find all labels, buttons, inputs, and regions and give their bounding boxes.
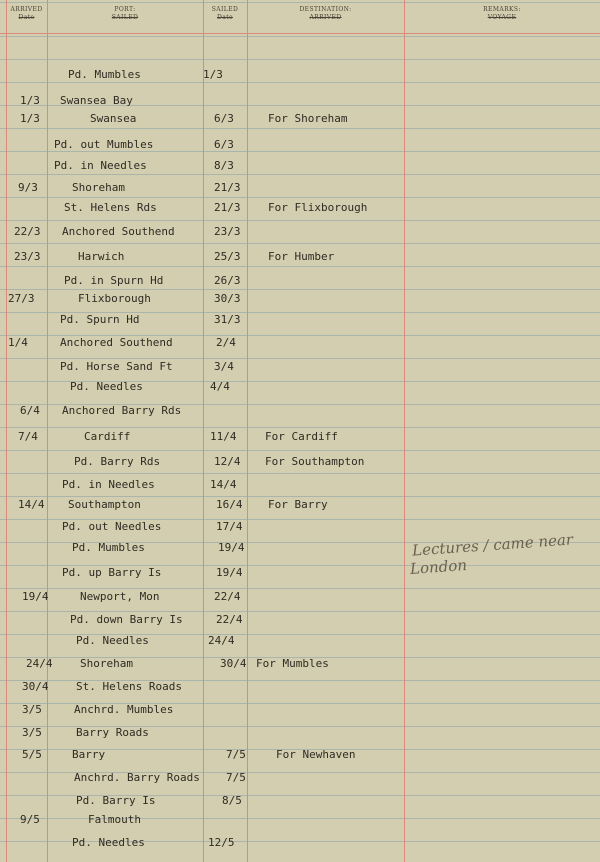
sailed-date: 31/3 <box>214 313 241 326</box>
header-rule <box>0 33 600 34</box>
port-name: Southampton <box>68 498 141 511</box>
port-name: Pd. Spurn Hd <box>60 313 140 326</box>
header-sailed: SAILED Date <box>211 6 239 21</box>
sailed-date: 8/5 <box>222 794 242 807</box>
port-name: Pd. up Barry Is <box>62 566 162 579</box>
port-name: St. Helens Roads <box>76 680 182 693</box>
port-name: Newport, Mon <box>80 590 160 603</box>
port-name: Pd. in Spurn Hd <box>64 274 164 287</box>
sailed-date: 12/5 <box>208 836 235 849</box>
port-name: Flixborough <box>78 292 151 305</box>
arrived-date: 1/3 <box>20 94 40 107</box>
column-rule <box>203 0 204 862</box>
arrived-date: 9/3 <box>18 181 38 194</box>
destination: For Barry <box>268 498 328 511</box>
sailed-date: 16/4 <box>216 498 243 511</box>
port-name: Pd. Mumbles <box>68 68 141 81</box>
port-name: Pd. in Needles <box>62 478 155 491</box>
port-name: Swansea <box>90 112 137 125</box>
sailed-date: 4/4 <box>210 380 230 393</box>
sailed-date: 30/3 <box>214 292 241 305</box>
sailed-date: 6/3 <box>214 138 234 151</box>
arrived-date: 19/4 <box>22 590 49 603</box>
sailed-date: 3/4 <box>214 360 234 373</box>
sailed-date: 21/3 <box>214 181 241 194</box>
remarks-handwriting-line1: Lectures / came near <box>411 530 574 560</box>
port-name: Anchrd. Barry Roads <box>74 771 200 784</box>
arrived-date: 6/4 <box>20 404 40 417</box>
sailed-date: 14/4 <box>210 478 237 491</box>
column-rule <box>47 0 48 862</box>
arrived-date: 24/4 <box>26 657 53 670</box>
header-destination: DESTINATION: ARRIVED <box>299 6 352 21</box>
sailed-date: 17/4 <box>216 520 243 533</box>
arrived-date: 27/3 <box>8 292 35 305</box>
port-name: St. Helens Rds <box>64 201 157 214</box>
sailed-date: 24/4 <box>208 634 235 647</box>
header-arrived: ARRIVED Date <box>10 6 43 21</box>
port-name: Pd. Barry Is <box>76 794 156 807</box>
arrived-date: 7/4 <box>18 430 38 443</box>
port-name: Pd. in Needles <box>54 159 147 172</box>
port-name: Pd. out Needles <box>62 520 162 533</box>
arrived-date: 9/5 <box>20 813 40 826</box>
port-name: Pd. Needles <box>76 634 149 647</box>
port-name: Pd. Needles <box>72 836 145 849</box>
destination: For Newhaven <box>276 748 356 761</box>
sailed-date: 23/3 <box>214 225 241 238</box>
sailed-date: 19/4 <box>216 566 243 579</box>
sailed-date: 8/3 <box>214 159 234 172</box>
port-name: Pd. Barry Rds <box>74 455 161 468</box>
arrived-date: 23/3 <box>14 250 41 263</box>
sailed-date: 25/3 <box>214 250 241 263</box>
sailed-date: 12/4 <box>214 455 241 468</box>
port-name: Anchored Barry Rds <box>62 404 182 417</box>
margin-rule <box>6 0 7 862</box>
arrived-date: 1/3 <box>20 112 40 125</box>
sailed-date: 21/3 <box>214 201 241 214</box>
sailed-date: 2/4 <box>216 336 236 349</box>
port-name: Barry <box>72 748 106 761</box>
port-name: Swansea Bay <box>60 94 133 107</box>
arrived-date: 5/5 <box>22 748 42 761</box>
sailed-date: 22/4 <box>214 590 241 603</box>
sailed-date: 7/5 <box>226 771 246 784</box>
port-name: Anchrd. Mumbles <box>74 703 174 716</box>
sailed-date: 22/4 <box>216 613 243 626</box>
port-name: Barry Roads <box>76 726 149 739</box>
arrived-date: 14/4 <box>18 498 45 511</box>
port-name: Anchored Southend <box>60 336 173 349</box>
sailed-date: 6/3 <box>214 112 234 125</box>
header-remarks: REMARKS: VOYAGE <box>483 6 521 21</box>
port-name: Shoreham <box>80 657 133 670</box>
destination: For Flixborough <box>268 201 368 214</box>
arrived-date: 22/3 <box>14 225 41 238</box>
port-name: Shoreham <box>72 181 125 194</box>
destination: For Mumbles <box>256 657 329 670</box>
remarks-handwriting-line2: London <box>409 556 468 578</box>
port-name: Harwich <box>78 250 125 263</box>
sailed-date: 19/4 <box>218 541 245 554</box>
port-name: Anchored Southend <box>62 225 175 238</box>
port-name: Pd. Needles <box>70 380 143 393</box>
port-name: Falmouth <box>88 813 141 826</box>
port-name: Pd. Mumbles <box>72 541 145 554</box>
arrived-date: 1/4 <box>8 336 28 349</box>
arrived-date: 3/5 <box>22 726 42 739</box>
port-name: Pd. out Mumbles <box>54 138 154 151</box>
sailed-date: 26/3 <box>214 274 241 287</box>
arrived-date: 3/5 <box>22 703 42 716</box>
sailed-date: 7/5 <box>226 748 246 761</box>
sailed-date: 30/4 <box>220 657 247 670</box>
destination: For Cardiff <box>265 430 338 443</box>
port-name: Pd. Horse Sand Ft <box>60 360 173 373</box>
header-port: PORT: SAILED <box>111 6 139 21</box>
arrived-date: 30/4 <box>22 680 49 693</box>
sailed-date: 1/3 <box>203 68 223 81</box>
destination: For Southampton <box>265 455 365 468</box>
destination: For Humber <box>268 250 335 263</box>
column-rule <box>404 0 405 862</box>
sailed-date: 11/4 <box>210 430 237 443</box>
port-name: Pd. down Barry Is <box>70 613 183 626</box>
destination: For Shoreham <box>268 112 348 125</box>
port-name: Cardiff <box>84 430 131 443</box>
column-rule <box>247 0 248 862</box>
